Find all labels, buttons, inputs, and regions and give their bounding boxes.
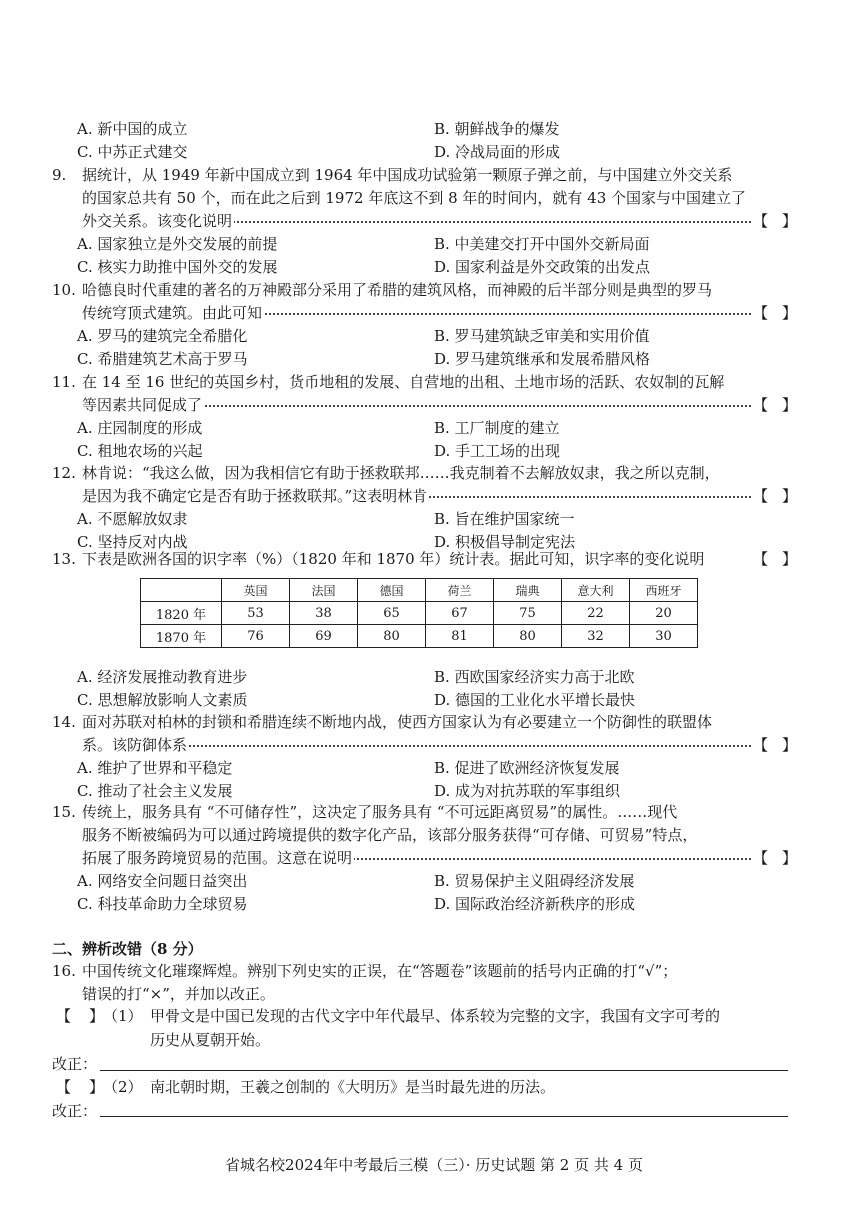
- question-14: 14. 面对苏联对柏林的封锁和希腊连续不断地内战，使西方国家认为有必要建立一个防御性的联盟体 系。该防御体系 【 】 A. 维护了世界和平稳定 B. 促进了欧洲经济恢复发展 C. 推动了社会主义发展 D. 成为对抗苏联的军事组织: [52, 711, 797, 803]
- option-c: C. 思想解放影响人文素质: [77, 691, 248, 709]
- question-text: 服务不断被编码为可以通过跨境提供的数字化产品，该部分服务获得“可存储、可贸易”特点，: [82, 826, 698, 844]
- question-13-options: [52, 666, 797, 712]
- option-d: D. 罗马建筑继承和发展希腊风格: [434, 350, 651, 368]
- option-b: B. 促进了欧洲经济恢复发展: [434, 759, 620, 777]
- table-header-cell: 英国: [222, 579, 290, 602]
- answer-bracket-1-close: 】: [89, 1007, 105, 1025]
- literacy-rate-table: [140, 578, 698, 648]
- question-text: 传统穹顶式建筑。由此可知: [82, 304, 263, 322]
- question-number: 12.: [52, 464, 76, 482]
- question-text: 错误的打“×”，并加以改正。: [82, 985, 275, 1003]
- table-cell: 32: [562, 625, 630, 648]
- fix-label: 改正：: [52, 1102, 98, 1120]
- question-text: 是因为我不确定它是否有助于拯救联邦。”这表明林肯: [82, 487, 428, 505]
- table-cell: 80: [494, 625, 562, 648]
- table-cell: 38: [290, 602, 358, 625]
- option-c: C. 核实力助推中国外交的发展: [77, 258, 278, 276]
- option-d: D. 积极倡导制定宪法: [434, 533, 576, 551]
- fix-label: 改正：: [52, 1055, 98, 1073]
- table-header-row: [141, 579, 698, 602]
- option-a: A. 不愿解放奴隶: [77, 510, 188, 528]
- option-a: A. 国家独立是外交发展的前提: [77, 235, 278, 253]
- fix-answer-line: [100, 1070, 788, 1071]
- option-d: D. 国际政治经济新秩序的形成: [434, 895, 636, 913]
- question-number: 13.: [52, 550, 76, 568]
- question-text: 系。该防御体系: [82, 736, 188, 754]
- table-cell: 20: [630, 602, 698, 625]
- option-d: D. 冷战局面的形成: [434, 143, 561, 161]
- section-title: 二、辨析改错（8 分）: [52, 940, 203, 958]
- option-b: B. 西欧国家经济实力高于北欧: [434, 668, 635, 686]
- answer-bracket-1: 【: [56, 1007, 72, 1025]
- question-text: 哈德良时代重建的著名的万神殿部分采用了希腊的建筑风格，而神殿的后半部分则是典型的罗马: [82, 281, 713, 299]
- table-cell: 81: [426, 625, 494, 648]
- option-a: A. 网络安全问题日益突出: [77, 872, 248, 890]
- table-row: [141, 625, 698, 648]
- question-text: 的国家总共有 50 个，而在此之后到 1972 年底这不到 8 年的时间内，就有 43 个国家与中国建立了: [82, 189, 747, 207]
- table-cell: [141, 579, 222, 602]
- question-text: 下表是欧洲各国的识字率（%）（1820 年和 1870 年）统计表。据此可知，识字率的变化说明: [82, 550, 705, 568]
- question-10: 10. 哈德良时代重建的著名的万神殿部分采用了希腊的建筑风格，而神殿的后半部分则是典型的罗马 传统穹顶式建筑。由此可知 【 】 A. 罗马的建筑完全希腊化 B. 罗马建筑缺乏审美和实用价值 C. 希腊建筑艺术高于罗马 D. 罗马建筑继承和发展希腊风格: [52, 279, 797, 371]
- option-a: A. 新中国的成立: [77, 120, 188, 138]
- answer-bracket-2-close: 】: [89, 1078, 105, 1096]
- question-number: 9.: [52, 166, 67, 184]
- question-text: 拓展了服务跨境贸易的范围。这意在说明: [82, 849, 353, 867]
- option-c: C. 科技革命助力全球贸易: [77, 895, 248, 913]
- item-text: 南北朝时期，王羲之创制的《大明历》是当时最先进的历法。: [150, 1078, 556, 1096]
- question-text: 林肯说：“我这么做，因为我相信它有助于拯救联邦……我克制着不去解放奴隶，我之所以克制，: [82, 464, 720, 482]
- question-12: 12. 林肯说：“我这么做，因为我相信它有助于拯救联邦……我克制着不去解放奴隶，我之所以克制， 是因为我不确定它是否有助于拯救联邦。”这表明林肯 【 】 A. 不愿解放奴隶 B. 旨在维护国家统一 C. 坚持反对内战 D. 积极倡导制定宪法: [52, 462, 797, 554]
- option-c: C. 租地农场的兴起: [77, 442, 203, 460]
- question-text: 面对苏联对柏林的封锁和希腊连续不断地内战，使西方国家认为有必要建立一个防御性的联盟体: [82, 713, 713, 731]
- question-text: 据统计，从 1949 年新中国成立到 1964 年中国成功试验第一颗原子弹之前，与中国建立外交关系: [82, 166, 733, 184]
- question-number: 14.: [52, 713, 76, 731]
- table-cell: 65: [358, 602, 426, 625]
- table-row: [141, 602, 698, 625]
- option-d: D. 德国的工业化水平增长最快: [434, 691, 636, 709]
- table-row-label: 1820 年: [141, 602, 222, 625]
- option-c: C. 中苏正式建交: [77, 143, 188, 161]
- table-cell: 75: [494, 602, 562, 625]
- question-number: 10.: [52, 281, 76, 299]
- table-cell: 30: [630, 625, 698, 648]
- option-b: B. 朝鲜战争的爆发: [434, 120, 560, 138]
- option-a: A. 维护了世界和平稳定: [77, 759, 233, 777]
- table-header-cell: 瑞典: [494, 579, 562, 602]
- table-cell: 67: [426, 602, 494, 625]
- question-text: 外交关系。该变化说明: [82, 212, 233, 230]
- item-label: （1）: [103, 1007, 143, 1025]
- question-9: 9. 据统计，从 1949 年新中国成立到 1964 年中国成功试验第一颗原子弹之前，与中国建立外交关系 的国家总共有 50 个，而在此之后到 1972 年底这不到 8 年的时间内，就有 43 个国家与中国建立了 外交关系。该变化说明 【 】 A. 国家独立是外交发展的前提 B. 中美建交打开中国外交新局面 C. 核实力助推中国外交的发展 D. 国家利益是外交政策的出发点: [52, 164, 797, 279]
- question-text: 中国传统文化璀璨辉煌。辨别下列史实的正误，在“答题卷”该题前的括号内正确的打“√”；: [82, 962, 678, 980]
- item-text: 甲骨文是中国已发现的古代文字中年代最早、体系较为完整的文字，我国有文字可考的: [150, 1007, 721, 1025]
- table-row-label: 1870 年: [141, 625, 222, 648]
- table-header-cell: 法国: [290, 579, 358, 602]
- option-b: B. 罗马建筑缺乏审美和实用价值: [434, 327, 650, 345]
- option-b: B. 贸易保护主义阻碍经济发展: [434, 872, 635, 890]
- question-number: 16.: [52, 962, 76, 980]
- option-b: B. 中美建交打开中国外交新局面: [434, 235, 650, 253]
- table-header-cell: 意大利: [562, 579, 630, 602]
- question-text: 传统上，服务具有 “不可储存性”，这决定了服务具有 “不可远距离贸易”的属性。……现代: [82, 803, 678, 821]
- item-label: （2）: [103, 1078, 143, 1096]
- question-number: 15.: [52, 803, 76, 821]
- option-d: D. 成为对抗苏联的军事组织: [434, 782, 621, 800]
- option-d: D. 手工工场的出现: [434, 442, 561, 460]
- table-cell: 53: [222, 602, 290, 625]
- fix-answer-line: [100, 1116, 788, 1117]
- table-header-cell: 西班牙: [630, 579, 698, 602]
- question-15: 15. 传统上，服务具有 “不可储存性”，这决定了服务具有 “不可远距离贸易”的属性。……现代 服务不断被编码为可以通过跨境提供的数字化产品，该部分服务获得“可存储、可贸易”特点， 拓展了服务跨境贸易的范围。这意在说明 【 】 A. 网络安全问题日益突出 B. 贸易保护主义阻碍经济发展 C. 科技革命助力全球贸易 D. 国际政治经济新秩序的形成: [52, 801, 797, 916]
- table-cell: 22: [562, 602, 630, 625]
- answer-bracket-2: 【: [56, 1078, 72, 1096]
- option-c: C. 推动了社会主义发展: [77, 782, 233, 800]
- question-8-options: [52, 118, 797, 164]
- option-a: A. 罗马的建筑完全希腊化: [77, 327, 248, 345]
- option-c: C. 希腊建筑艺术高于罗马: [77, 350, 248, 368]
- item-text: 历史从夏朝开始。: [150, 1031, 271, 1049]
- question-text: 等因素共同促成了: [82, 396, 203, 414]
- option-a: A. 经济发展推动教育进步: [77, 668, 248, 686]
- question-11: 11. 在 14 至 16 世纪的英国乡村，货币地租的发展、自营地的出租、土地市场的活跃、农奴制的瓦解 等因素共同促成了 【 】 A. 庄园制度的形成 B. 工厂制度的建立 C. 租地农场的兴起 D. 手工工场的出现: [52, 371, 797, 463]
- table-header-cell: 德国: [358, 579, 426, 602]
- question-16: [52, 960, 797, 1006]
- option-d: D. 国家利益是外交政策的出发点: [434, 258, 651, 276]
- table-cell: 76: [222, 625, 290, 648]
- table-header-cell: 荷兰: [426, 579, 494, 602]
- table-cell: 69: [290, 625, 358, 648]
- question-13: 13. 下表是欧洲各国的识字率（%）（1820 年和 1870 年）统计表。据此可知，识字率的变化说明 【 】: [52, 548, 797, 571]
- page-footer: 省城名校2024年中考最后三模（三）· 历史试题 第 2 页 共 4 页: [225, 1156, 643, 1174]
- option-c: C. 坚持反对内战: [77, 533, 188, 551]
- question-text: 在 14 至 16 世纪的英国乡村，货币地租的发展、自营地的出租、土地市场的活跃、农奴制的瓦解: [82, 373, 725, 391]
- option-b: B. 旨在维护国家统一: [434, 510, 575, 528]
- question-number: 11.: [52, 373, 76, 391]
- option-b: B. 工厂制度的建立: [434, 419, 560, 437]
- table-cell: 80: [358, 625, 426, 648]
- option-a: A. 庄园制度的形成: [77, 419, 203, 437]
